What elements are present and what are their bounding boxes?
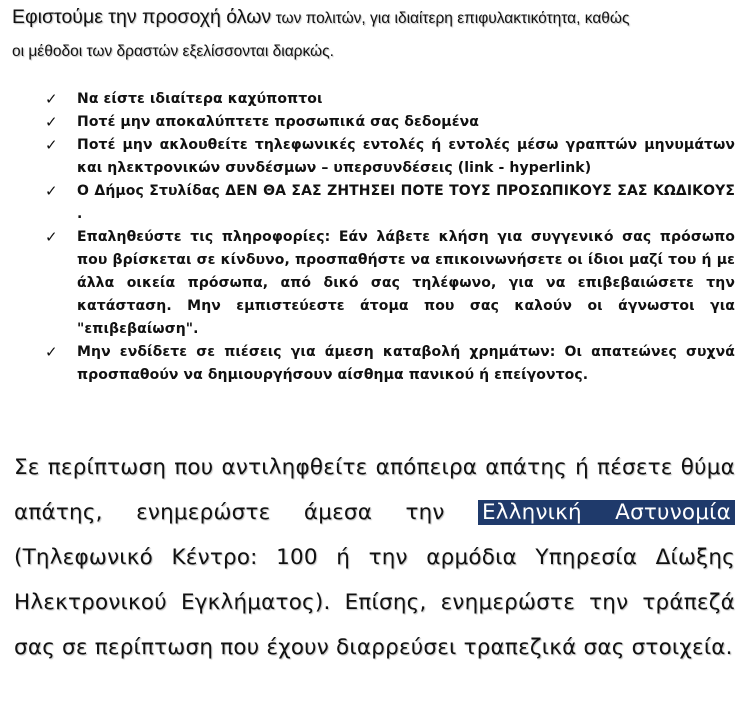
list-item [0, 226, 753, 341]
list-item [0, 134, 753, 180]
list-item [0, 88, 753, 111]
callout-text-after: (Τηλεφωνικό Κέντρο: 100 ή την αρμόδια Υπηρεσία Δίωξης Ηλεκτρονικού Εγκλήματος). Επίσης, ενημερώστε την τράπεζά σας σε περίπτωση που έχουν διαρρεύσει τραπεζικά σας στοιχεία. [14, 545, 735, 660]
intro-small-text: των πολιτών, για ιδιαίτερη επιφυλακτικότητα, καθώς [275, 10, 630, 27]
check-icon: ✓ [45, 182, 58, 200]
list-item-text: Ο Δήμος Στυλίδας ΔΕΝ ΘΑ ΣΑΣ ΖΗΤΗΣΕΙ ΠΟΤΕ ΤΟΥΣ ΠΡΟΣΩΠΙΚΟΥΣ ΣΑΣ ΚΩΔΙΚΟΥΣ . [77, 183, 735, 222]
advice-list [0, 88, 753, 387]
check-icon: ✓ [45, 90, 58, 108]
check-icon: ✓ [45, 136, 58, 154]
check-icon: ✓ [45, 228, 58, 246]
list-item [0, 180, 753, 226]
intro-line-1 [12, 6, 737, 29]
intro-large-text: Εφιστούμε την προσοχή όλων [12, 6, 272, 28]
list-item-text: Μην ενδίδετε σε πιέσεις για άμεση καταβολή χρημάτων: Οι απατεώνες συχνά προσπαθούν να δημιουργήσουν αίσθημα πανικού ή επείγοντος. [77, 344, 735, 383]
callout-text-before: Σε περίπτωση που αντιληφθείτε απόπειρα απάτης ή πέσετε θύμα απάτης, ενημερώστε άμεσα την [14, 455, 735, 525]
list-item-text: Ποτέ μην αποκαλύπτετε προσωπικά σας δεδομένα [77, 114, 479, 130]
list-item [0, 111, 753, 134]
check-icon: ✓ [45, 343, 58, 361]
list-item-text: Επαληθεύστε τις πληροφορίες: Εάν λάβετε κλήση για συγγενικό σας πρόσωπο που βρίσκεται σε κίνδυνο, προσπαθήστε να επικοινωνήσετε οι ίδιοι μαζί του ή με άλλα οικεία πρόσωπα, από δικό σας τηλέφωνο, για να επιβεβαιώσετε την κατάσταση. Μην εμπιστεύεστε άτομα που σας καλούν οι άγνωστοι για "επιβεβαίωση". [77, 229, 735, 337]
check-icon: ✓ [45, 113, 58, 131]
list-item [0, 341, 753, 387]
report-fraud-paragraph [14, 445, 735, 670]
list-item-text: Ποτέ μην ακλουθείτε τηλεφωνικές εντολές ή εντολές μέσω γραπτών μηνυμάτων και ηλεκτρονικών συνδέσμων – υπερσυνδέσεις (link - hyperlink) [77, 137, 735, 176]
police-highlight[interactable]: Ελληνική Αστυνομία [478, 500, 735, 525]
list-item-text: Να είστε ιδιαίτερα καχύποπτοι [77, 91, 323, 107]
intro-line-2: οι μέθοδοι των δραστών εξελίσσονται διαρκώς. [12, 43, 334, 60]
